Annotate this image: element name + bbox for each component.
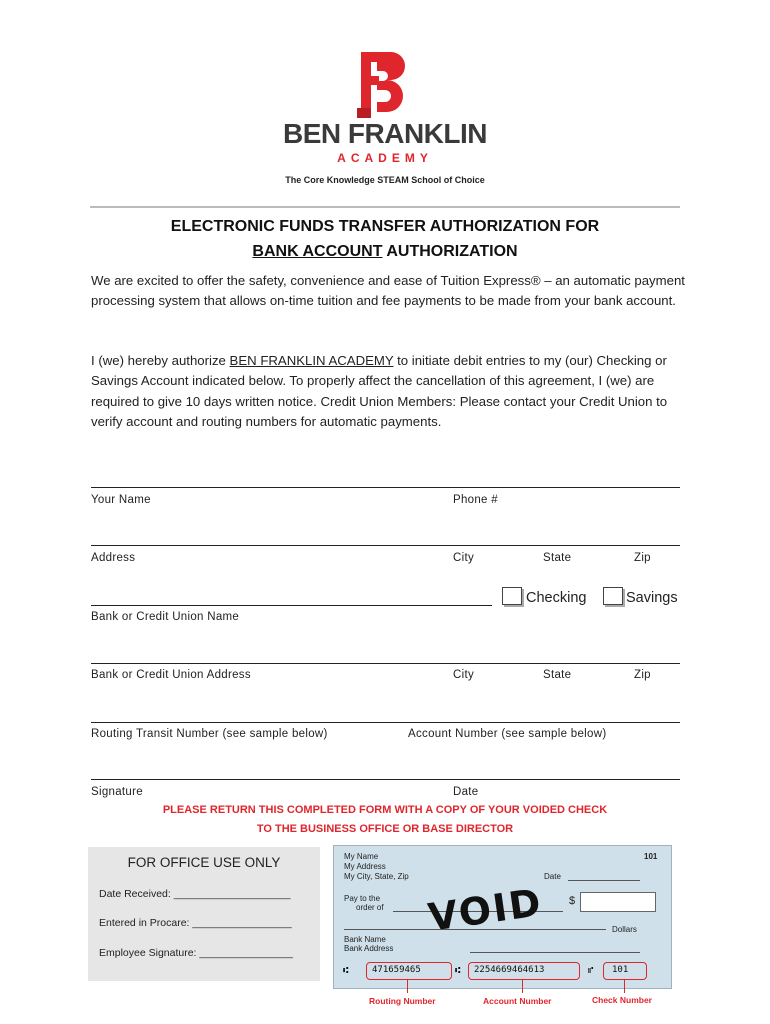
bank-state-label: State (543, 669, 572, 681)
routing-label: Routing Transit Number (see sample below) (91, 728, 328, 740)
title-rest: AUTHORIZATION (382, 243, 518, 260)
savings-label: Savings (626, 590, 678, 606)
checking-checkbox[interactable] (502, 587, 522, 605)
check-written-amount-line (344, 929, 606, 930)
auth-prefix: I (we) hereby authorize (91, 353, 230, 368)
bf-logo-icon (355, 52, 413, 118)
authorization-paragraph (91, 351, 691, 432)
date-received-field: Date Received: ____________________ (99, 888, 291, 900)
form-title-line1: ELECTRONIC FUNDS TRANSFER AUTHORIZATION FOR (170, 218, 600, 235)
account-number-caption: Account Number (483, 996, 552, 1006)
phone-label: Phone # (453, 494, 498, 506)
routing-number-caption: Routing Number (369, 996, 436, 1006)
check-order-of: order of (356, 903, 384, 912)
check-date-label: Date (544, 872, 561, 881)
checking-label: Checking (526, 590, 587, 606)
form-title-line2 (0, 243, 770, 261)
auth-rest: to initiate debit entries to my (our) Checking or Savings Account indicated below. To properly affect the cancellation of this agreement, I (we) are required to give 10 days written notice. Credit Union Members: Please contact your Credit Union to verify account and routing numbers for automatic payments. (91, 353, 668, 429)
bank-address-line[interactable] (91, 663, 680, 664)
check-amount-box (580, 892, 656, 912)
check-my-city: My City, State, Zip (344, 872, 409, 881)
bank-address-label: Bank or Credit Union Address (91, 669, 251, 681)
account-pointer (522, 979, 523, 993)
check-bank-address: Bank Address (344, 944, 394, 953)
micr-routing: 471659465 (372, 965, 421, 975)
bank-city-label: City (453, 669, 475, 681)
check-number-pointer (624, 979, 625, 993)
tagline: The Core Knowledge STEAM School of Choice (285, 175, 485, 185)
city-label: City (453, 552, 475, 564)
check-pay-to: Pay to the (344, 894, 381, 903)
micr-account: 2254669464613 (474, 965, 545, 975)
title-underlined: BANK ACCOUNT (252, 243, 383, 260)
check-my-name: My Name (344, 852, 379, 861)
bank-name-label: Bank or Credit Union Name (91, 611, 240, 623)
check-dollars-label: Dollars (612, 925, 637, 934)
brand-name: BEN FRANKLIN (283, 118, 487, 149)
return-notice-line1: PLEASE RETURN THIS COMPLETED FORM WITH A COPY OF YOUR VOIDED CHECK (162, 804, 608, 816)
entered-procare-field: Entered in Procare: _________________ (99, 917, 292, 929)
check-void-stamp: VOID (425, 880, 546, 940)
micr-transit-symbol: ⑆ (343, 966, 349, 976)
address-label: Address (91, 552, 136, 564)
auth-school: BEN FRANKLIN ACADEMY (229, 353, 394, 368)
brand-sub: ACADEMY (337, 151, 433, 165)
date-label: Date (453, 786, 479, 798)
savings-checkbox[interactable] (603, 587, 623, 605)
account-label: Account Number (see sample below) (408, 728, 607, 740)
micr-onus-symbol: ⑈ (588, 966, 594, 976)
routing-account-line[interactable] (91, 722, 680, 723)
bank-zip-label: Zip (634, 669, 651, 681)
address-line[interactable] (91, 545, 680, 546)
name-phone-line[interactable] (91, 487, 680, 488)
bank-name-line[interactable] (91, 605, 492, 606)
signature-label: Signature (91, 786, 143, 798)
micr-check-number: 101 (612, 965, 629, 975)
return-notice-line2: TO THE BUSINESS OFFICE OR BASE DIRECTOR (256, 823, 514, 835)
routing-pointer (407, 979, 408, 993)
state-label: State (543, 552, 572, 564)
micr-transit-symbol-2: ⑆ (455, 966, 461, 976)
your-name-label: Your Name (91, 494, 151, 506)
intro-paragraph: We are excited to offer the safety, convenience and ease of Tuition Express® – an automatic payment processing system that allows on-time tuition and fee payments to be made from your bank account. (91, 273, 685, 309)
signature-date-line[interactable] (91, 779, 680, 780)
check-bank-name: Bank Name (344, 935, 386, 944)
check-memo-line (470, 952, 640, 953)
zip-label: Zip (634, 552, 651, 564)
check-date-line (568, 880, 640, 881)
check-number-top: 101 (644, 852, 658, 861)
check-dollar-sign: $ (569, 895, 576, 907)
office-use-title: FOR OFFICE USE ONLY (127, 855, 281, 870)
check-my-address: My Address (344, 862, 386, 871)
employee-signature-field: Employee Signature: ________________ (99, 947, 293, 959)
header-divider (90, 206, 680, 208)
check-number-caption: Check Number (592, 995, 652, 1005)
